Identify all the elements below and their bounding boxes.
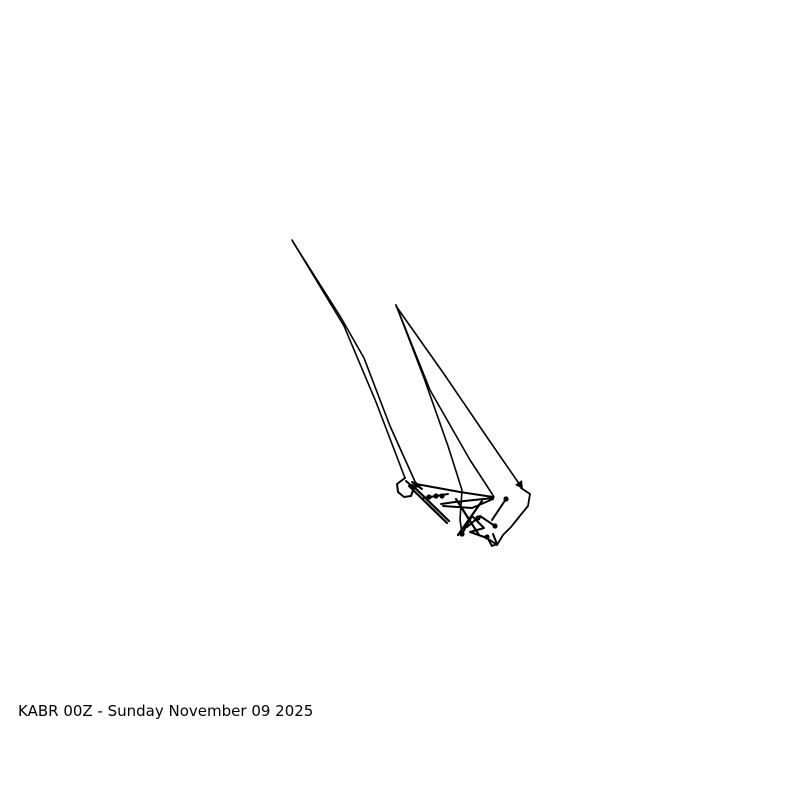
trace-marker (484, 534, 489, 539)
trace-marker (459, 531, 464, 536)
trace-stroke-left-spike-a (292, 240, 405, 478)
trace-stroke-mid-spike-c (396, 306, 520, 485)
trace-stroke-marker-tail (492, 499, 506, 520)
trace-marker (492, 523, 497, 528)
trace-stroke-left-spike-b (293, 242, 417, 486)
chart-caption: KABR 00Z - Sunday November 09 2025 (18, 702, 314, 720)
trace-stroke-mid-spike-b (396, 305, 494, 497)
trace-stroke-right-boundary (490, 488, 530, 545)
trace-end-arrow-icon (515, 480, 523, 489)
trace-marker (433, 493, 438, 498)
trace-marker (426, 494, 431, 499)
trace-marker (475, 515, 480, 520)
trace-marker (503, 496, 508, 501)
trace-marker (439, 493, 444, 498)
